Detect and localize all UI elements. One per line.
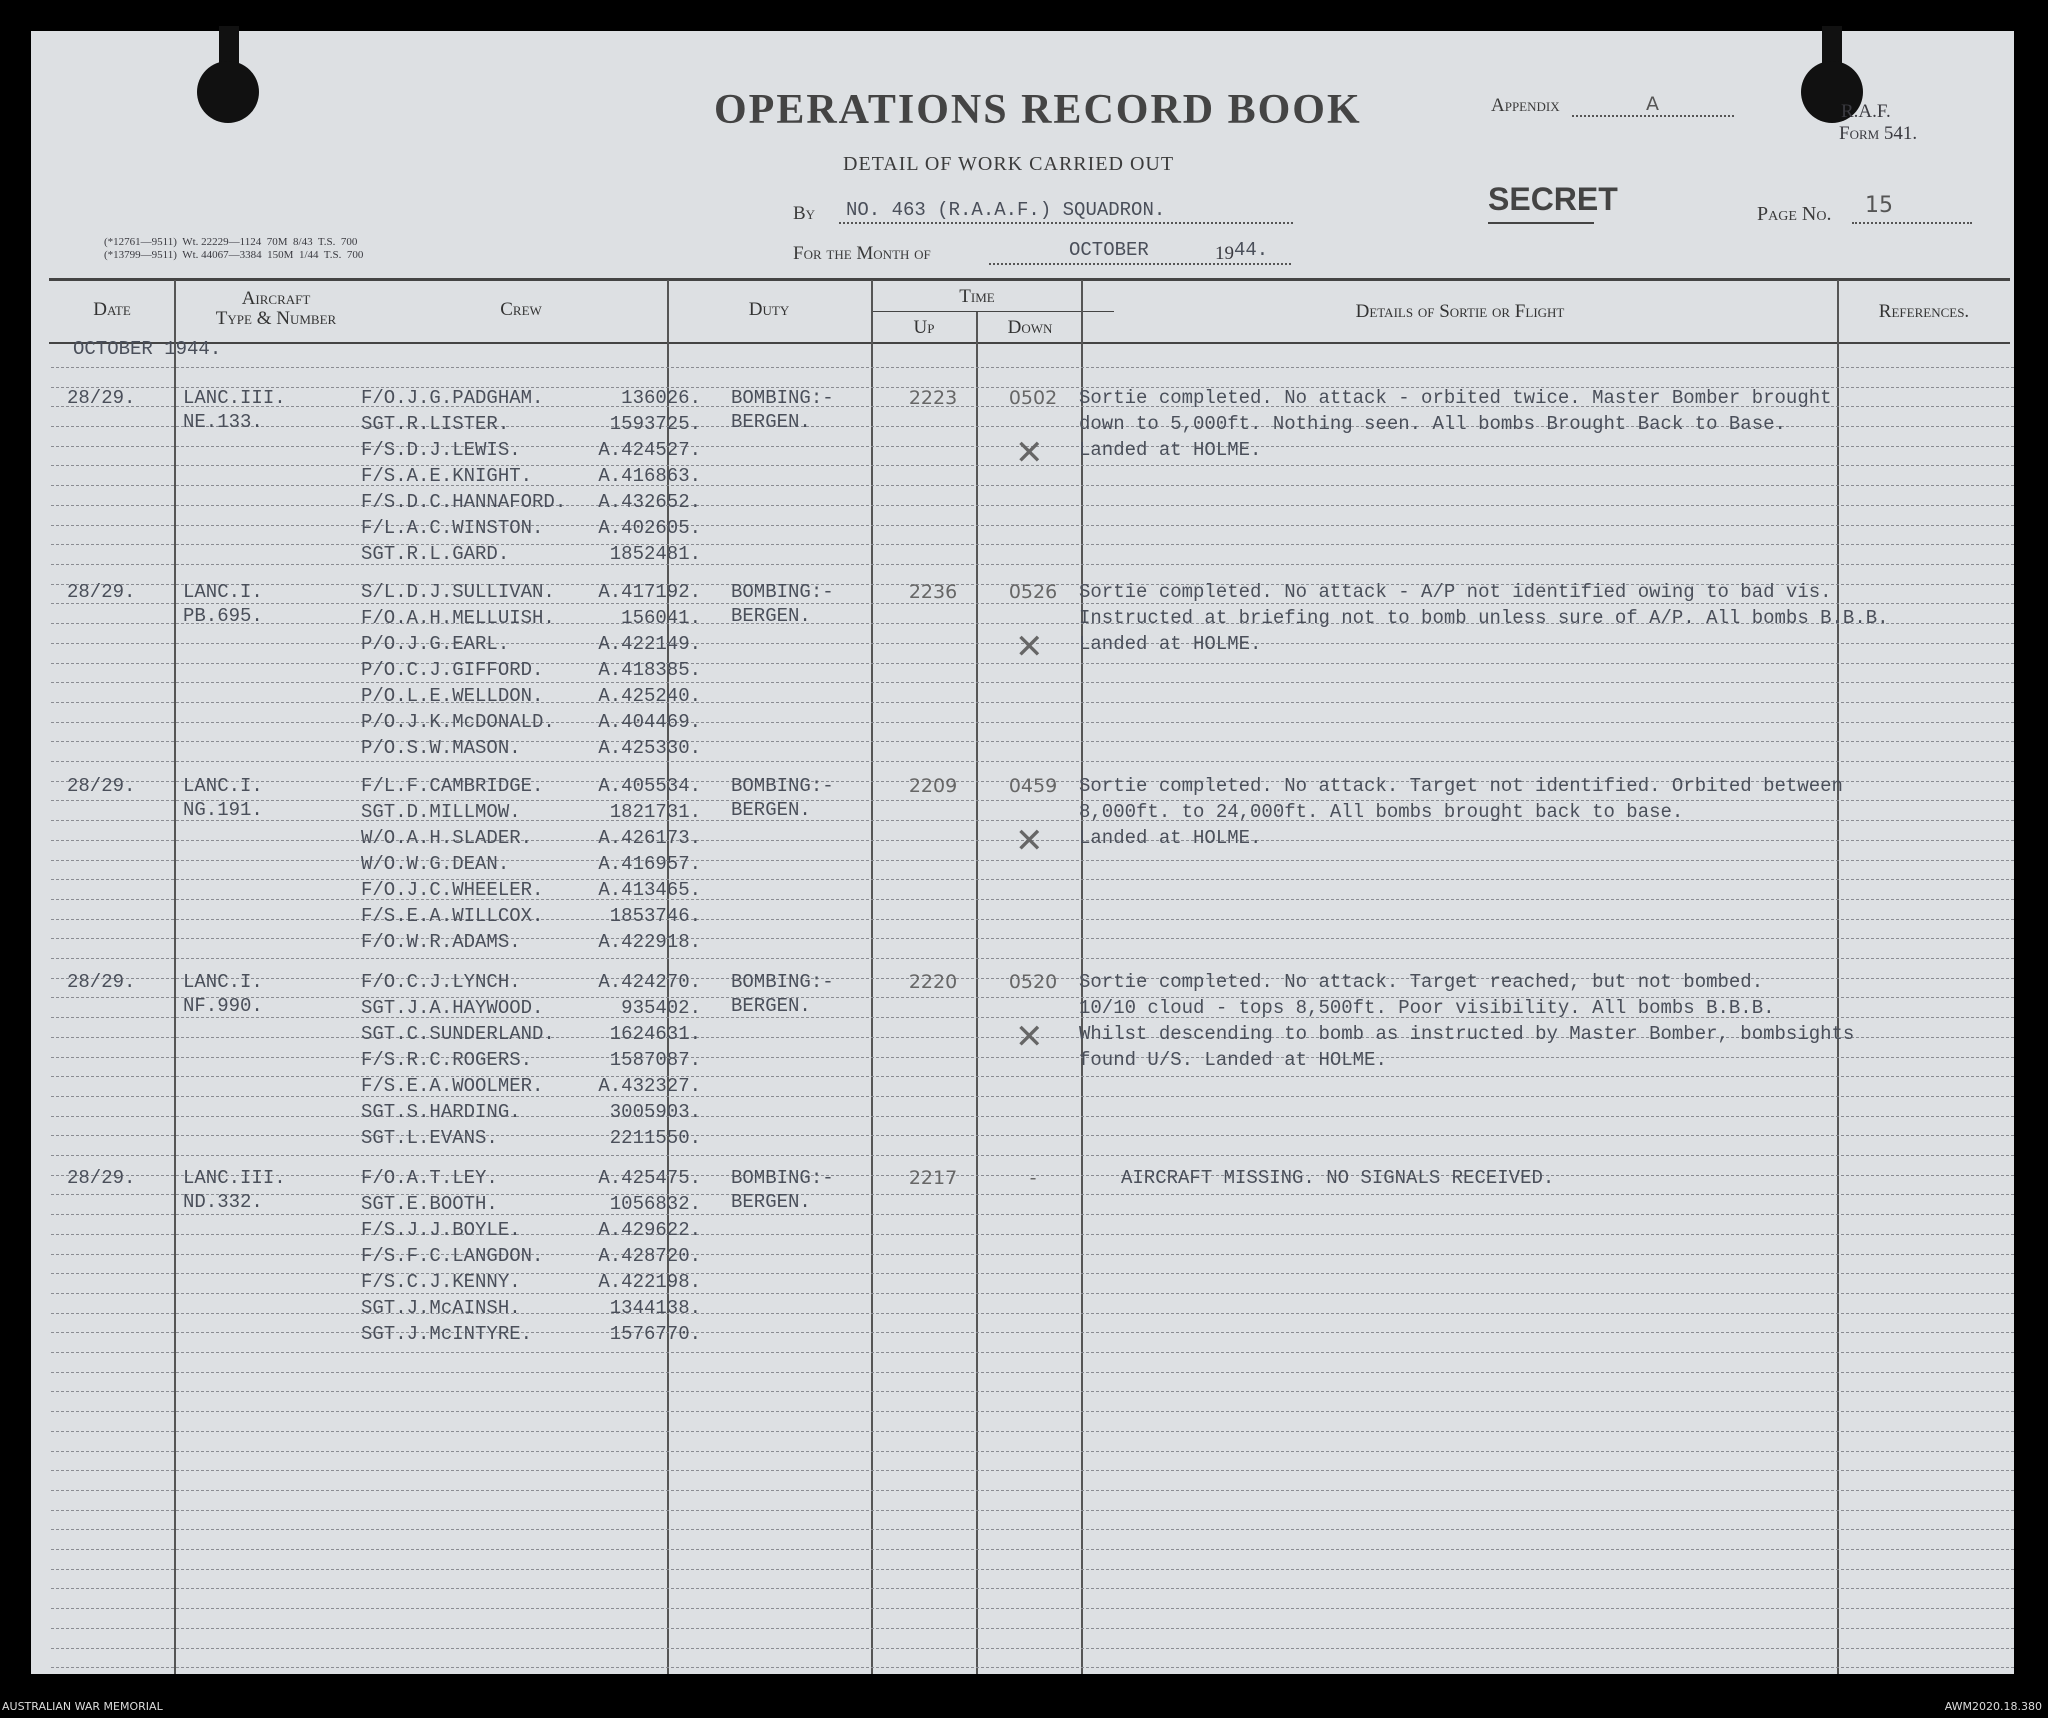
crew-number: A.424270. (598, 971, 701, 993)
crew-name: F/O.J.C.WHEELER. (361, 879, 544, 901)
crew-number: A.422918. (598, 931, 701, 953)
page-title: OPERATIONS RECORD BOOK (714, 87, 1362, 133)
entry-aircraft: NG.191. (183, 799, 263, 821)
footer-source: AUSTRALIAN WAR MEMORIAL (2, 1700, 163, 1713)
crew-name: F/O.J.G.PADGHAM. (361, 387, 544, 409)
ruled-line (51, 1135, 2014, 1137)
crew-number: 3005903. (609, 1101, 701, 1123)
crew-name: SGT.J.McINTYRE. (361, 1323, 533, 1345)
entry-aircraft: LANC.III. (183, 387, 286, 409)
entry-aircraft: LANC.I. (183, 775, 263, 797)
print-reference-1: (*12761—9511) Wt. 22229—1124 70M 8/43 T.S. 700 (104, 236, 358, 248)
entry-aircraft: LANC.I. (183, 971, 263, 993)
crew-number: 2211550. (609, 1127, 701, 1149)
crew-number: A.404469. (598, 711, 701, 733)
crew-number: A.422149. (598, 633, 701, 655)
crew-name: S/L.D.J.SULLIVAN. (361, 581, 555, 603)
sortie-detail: Sortie completed. No attack. Target not identified. Orbited between (1079, 775, 1843, 797)
ruled-line (51, 958, 2014, 960)
sortie-detail: Sortie completed. No attack - A/P not identified owing to bad vis. (1079, 581, 1832, 603)
sortie-detail: Landed at HOLME. (1079, 827, 1262, 849)
checked-cross-mark: ✕ (1015, 433, 1044, 473)
crew-number: 1821731. (609, 801, 701, 823)
crew-name: P/O.L.E.WELLDON. (361, 685, 544, 707)
ruled-line (51, 1293, 2014, 1295)
table-head-rule (49, 342, 2010, 344)
ruled-line (51, 1588, 2014, 1590)
time-up: 2236 (908, 581, 958, 603)
crew-name: F/S.C.J.KENNY. (361, 1271, 521, 1293)
ruled-line (51, 1076, 2014, 1078)
crew-name: SGT.C.SUNDERLAND. (361, 1023, 555, 1045)
entry-duty: BERGEN. (731, 995, 811, 1017)
ruled-line (51, 1391, 2014, 1393)
crew-number: A.424527. (598, 439, 701, 461)
binder-hole-tab-left (219, 26, 239, 66)
time-split-rule (872, 311, 1114, 312)
entry-duty: BOMBING:- (731, 1167, 834, 1189)
crew-number: A.402605. (598, 517, 701, 539)
table-top-rule (49, 278, 2010, 281)
crew-number: A.417192. (598, 581, 701, 603)
ruled-line (51, 1490, 2014, 1492)
ruled-line (51, 1155, 2014, 1157)
ruled-line (51, 1648, 2014, 1650)
crew-name: SGT.S.HARDING. (361, 1101, 521, 1123)
appendix-value: A (1646, 93, 1659, 115)
sortie-detail: Landed at HOLME. (1079, 439, 1262, 461)
binder-hole-tab-right (1822, 26, 1842, 66)
time-down: - (1029, 1167, 1037, 1189)
time-up: 2220 (908, 971, 958, 993)
crew-number: A.425330. (598, 737, 701, 759)
ruled-line (51, 525, 2014, 527)
appendix-label: Appendix (1491, 95, 1560, 116)
crew-name: F/O.C.J.LYNCH. (361, 971, 521, 993)
ruled-line (51, 544, 2014, 546)
ruled-line (51, 938, 2014, 940)
sortie-detail: AIRCRAFT MISSING. NO SIGNALS RECEIVED. (1121, 1167, 1555, 1189)
form-raf: R.A.F. (1841, 101, 1891, 122)
entry-aircraft: LANC.III. (183, 1167, 286, 1189)
crew-name: F/S.R.C.ROGERS. (361, 1049, 533, 1071)
col-header-details: Details of Sortie or Flight (1355, 301, 1565, 322)
ruled-line (51, 603, 2014, 605)
crew-number: 156041. (621, 607, 701, 629)
crew-name: W/O.W.G.DEAN. (361, 853, 510, 875)
ruled-line (51, 899, 2014, 901)
col-divider-duty (871, 280, 873, 1674)
entry-duty: BERGEN. (731, 411, 811, 433)
ruled-line (51, 1628, 2014, 1630)
checked-cross-mark: ✕ (1015, 627, 1044, 667)
crew-name: SGT.E.BOOTH. (361, 1193, 498, 1215)
col-header-time: Time (959, 286, 995, 307)
entry-aircraft: NF.990. (183, 995, 263, 1017)
entry-duty: BOMBING:- (731, 971, 834, 993)
month-heading: OCTOBER 1944. (73, 338, 222, 360)
page-no-value: 15 (1865, 193, 1893, 218)
ruled-line (51, 1569, 2014, 1571)
time-down: 0459 (1008, 775, 1058, 797)
appendix-dotline (1572, 115, 1734, 117)
crew-number: 1056832. (609, 1193, 701, 1215)
crew-name: P/O.S.W.MASON. (361, 737, 521, 759)
ruled-line (51, 485, 2014, 487)
crew-number: 1587087. (609, 1049, 701, 1071)
time-down: 0526 (1008, 581, 1058, 603)
year-suffix: 44. (1234, 239, 1269, 261)
month-value: OCTOBER (1069, 239, 1149, 261)
ruled-line (51, 1332, 2014, 1334)
ruled-line (51, 564, 2014, 566)
ruled-line (51, 1194, 2014, 1196)
sortie-detail: Sortie completed. No attack - orbited twice. Master Bomber brought (1079, 387, 1832, 409)
ruled-line (51, 1254, 2014, 1256)
sortie-detail: found U/S. Landed at HOLME. (1079, 1049, 1387, 1071)
sortie-detail: Sortie completed. No attack. Target reached, but not bombed. (1079, 971, 1764, 993)
checked-cross-mark: ✕ (1015, 1017, 1044, 1057)
crew-name: F/S.D.C.HANNAFORD. (361, 491, 567, 513)
entry-date: 28/29. (67, 775, 136, 797)
entry-duty: BERGEN. (731, 799, 811, 821)
form-number: Form 541. (1839, 123, 1918, 144)
time-up: 2223 (908, 387, 958, 409)
crew-number: A.428720. (598, 1245, 701, 1267)
ruled-line (51, 1549, 2014, 1551)
ruled-line (51, 367, 2014, 369)
col-header-type-number: Type & Number (215, 308, 337, 329)
crew-number: A.425240. (598, 685, 701, 707)
crew-name: F/S.D.J.LEWIS. (361, 439, 521, 461)
time-up: 2217 (908, 1167, 958, 1189)
crew-number: 935402. (621, 997, 701, 1019)
crew-name: F/O.A.T.LEY. (361, 1167, 498, 1189)
ruled-line (51, 1451, 2014, 1453)
ruled-line (51, 761, 2014, 763)
secret-underline (1488, 222, 1594, 224)
ruled-line (51, 800, 2014, 802)
sortie-detail: Instructed at briefing not to bomb unless sure of A/P. All bombs B.B.B. (1079, 607, 1889, 629)
by-label: By (793, 203, 816, 224)
col-header-aircraft: Aircraft (241, 288, 311, 309)
crew-name: F/S.E.A.WILLCOX. (361, 905, 544, 927)
crew-number: A.432652. (598, 491, 701, 513)
crew-name: P/O.J.K.McDONALD. (361, 711, 555, 733)
crew-number: A.413465. (598, 879, 701, 901)
ruled-line (51, 702, 2014, 704)
crew-number: 136026. (621, 387, 701, 409)
crew-name: F/L.F.CAMBRIDGE. (361, 775, 544, 797)
ruled-line (51, 741, 2014, 743)
col-header-references: References. (1878, 301, 1970, 322)
entry-duty: BERGEN. (731, 605, 811, 627)
time-down: 0502 (1008, 387, 1058, 409)
entry-date: 28/29. (67, 971, 136, 993)
crew-name: P/O.C.J.GIFFORD. (361, 659, 544, 681)
binder-hole-left (197, 61, 259, 123)
entry-duty: BOMBING:- (731, 581, 834, 603)
entry-aircraft: PB.695. (183, 605, 263, 627)
crew-number: A.426173. (598, 827, 701, 849)
ruled-line (51, 1411, 2014, 1413)
crew-number: 1593725. (609, 413, 701, 435)
entry-duty: BERGEN. (731, 1191, 811, 1213)
crew-number: 1576770. (609, 1323, 701, 1345)
time-up: 2209 (908, 775, 958, 797)
secret-stamp: SECRET (1488, 181, 1618, 217)
col-header-duty: Duty (748, 299, 790, 320)
ruled-line (51, 1096, 2014, 1098)
entry-aircraft: NE.133. (183, 411, 263, 433)
entry-aircraft: ND.332. (183, 1191, 263, 1213)
sortie-detail: 8,000ft. to 24,000ft. All bombs brought back to base. (1079, 801, 1684, 823)
page-no-label: Page No. (1757, 203, 1832, 225)
crew-name: F/S.A.E.KNIGHT. (361, 465, 533, 487)
ruled-line (51, 505, 2014, 507)
sortie-detail: down to 5,000ft. Nothing seen. All bombs Brought Back to Base. (1079, 413, 1786, 435)
crew-number: A.429622. (598, 1219, 701, 1241)
ruled-line (51, 1214, 2014, 1216)
crew-number: A.405534. (598, 775, 701, 797)
ruled-line (51, 1608, 2014, 1610)
squadron-name: NO. 463 (R.A.A.F.) SQUADRON. (846, 199, 1166, 221)
page-subtitle: DETAIL OF WORK CARRIED OUT (843, 153, 1175, 175)
crew-name: SGT.D.MILLMOW. (361, 801, 521, 823)
col-header-down: Down (1007, 317, 1053, 338)
ruled-line (51, 919, 2014, 921)
crew-name: F/S.J.J.BOYLE. (361, 1219, 521, 1241)
col-divider-date (174, 280, 176, 1674)
time-down: 0520 (1008, 971, 1058, 993)
ruled-line (51, 682, 2014, 684)
sortie-detail: Whilst descending to bomb as instructed by Master Bomber, bombsights (1079, 1023, 1855, 1045)
crew-number: 1853746. (609, 905, 701, 927)
ruled-line (51, 1667, 2014, 1669)
crew-name: SGT.R.LISTER. (361, 413, 510, 435)
crew-number: A.418385. (598, 659, 701, 681)
ruled-line (51, 1234, 2014, 1236)
crew-name: F/O.W.R.ADAMS. (361, 931, 521, 953)
crew-number: 1852481. (609, 543, 701, 565)
entry-date: 28/29. (67, 387, 136, 409)
print-reference-2: (*13799—9511) Wt. 44067—3384 150M 1/44 T.S. 700 (104, 249, 364, 261)
crew-name: SGT.R.L.GARD. (361, 543, 510, 565)
col-header-date: Date (93, 299, 131, 320)
checked-cross-mark: ✕ (1015, 821, 1044, 861)
ruled-line (51, 1431, 2014, 1433)
crew-name: SGT.J.A.HAYWOOD. (361, 997, 544, 1019)
record-sheet (31, 31, 2014, 1674)
month-dotline (989, 263, 1291, 265)
col-header-crew: Crew (500, 299, 542, 320)
entry-aircraft: LANC.I. (183, 581, 263, 603)
ruled-line (51, 1273, 2014, 1275)
ruled-line (51, 1352, 2014, 1354)
ruled-line (51, 879, 2014, 881)
footer-reference: AWM2020.18.380 (1944, 1700, 2042, 1713)
col-header-up: Up (913, 317, 935, 338)
col-divider-details (1837, 280, 1839, 1674)
ruled-line (51, 1470, 2014, 1472)
entry-duty: BOMBING:- (731, 775, 834, 797)
sortie-detail: 10/10 cloud - tops 8,500ft. Poor visibility. All bombs B.B.B. (1079, 997, 1775, 1019)
crew-name: P/O.J.G.EARL. (361, 633, 510, 655)
month-label: For the Month of (793, 243, 931, 264)
crew-number: A.416863. (598, 465, 701, 487)
crew-number: 1624631. (609, 1023, 701, 1045)
ruled-line (51, 1057, 2014, 1059)
crew-number: A.416957. (598, 853, 701, 875)
crew-name: F/L.A.C.WINSTON. (361, 517, 544, 539)
crew-name: F/O.A.H.MELLUISH. (361, 607, 555, 629)
crew-number: A.432327. (598, 1075, 701, 1097)
entry-date: 28/29. (67, 581, 136, 603)
page-no-dotline (1852, 222, 1972, 224)
ruled-line (51, 1313, 2014, 1315)
entry-duty: BOMBING:- (731, 387, 834, 409)
year-prefix: 19 (1215, 243, 1234, 264)
squadron-dotline (839, 222, 1293, 224)
sortie-detail: Landed at HOLME. (1079, 633, 1262, 655)
crew-number: A.425475. (598, 1167, 701, 1189)
ruled-line (51, 1372, 2014, 1374)
crew-name: W/O.A.H.SLADER. (361, 827, 533, 849)
entry-date: 28/29. (67, 1167, 136, 1189)
crew-name: SGT.L.EVANS. (361, 1127, 498, 1149)
ruled-line (51, 1529, 2014, 1531)
crew-name: SGT.J.McAINSH. (361, 1297, 521, 1319)
ruled-line (51, 722, 2014, 724)
crew-number: A.422198. (598, 1271, 701, 1293)
ruled-line (51, 1116, 2014, 1118)
crew-number: 1344138. (609, 1297, 701, 1319)
crew-name: F/S.E.A.WOOLMER. (361, 1075, 544, 1097)
ruled-line (51, 1510, 2014, 1512)
crew-name: F/S.F.C.LANGDON. (361, 1245, 544, 1267)
